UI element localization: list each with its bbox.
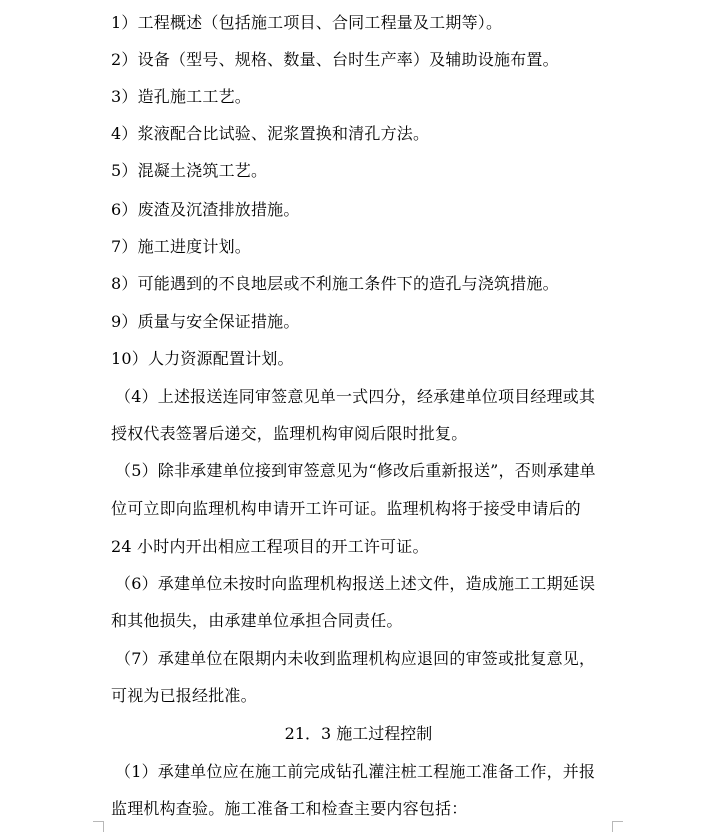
list-item-8: 8）可能遇到的不良地层或不利施工条件下的造孔与浇筑措施。 — [111, 274, 559, 293]
paragraph-5-line-2: 位可立即向监理机构申请开工许可证。监理机构将于接受申请后的 — [111, 499, 581, 518]
paragraph-6-line-2: 和其他损失，由承建单位承担合同责任。 — [111, 611, 403, 630]
list-item-2: 2）设备（型号、规格、数量、台时生产率）及辅助设施布置。 — [111, 50, 559, 69]
list-item-7: 7）施工进度计划。 — [111, 237, 251, 256]
page-corner-mark-left — [93, 821, 104, 832]
paragraph-1-line-2: 监理机构查验。施工准备工和检查主要内容包括： — [111, 799, 468, 818]
paragraph-6-line-1: （6）承建单位未按时向监理机构报送上述文件，造成施工工期延误 — [115, 574, 596, 593]
paragraph-5-line-1: （5）除非承建单位接到审签意见为“修改后重新报送”，否则承建单 — [115, 461, 596, 480]
list-item-6: 6）废渣及沉渣排放措施。 — [111, 200, 300, 219]
paragraph-4-line-2: 授权代表签署后递交，监理机构审阅后限时批复。 — [111, 424, 468, 443]
section-heading: 21．3 施工过程控制 — [284, 724, 433, 743]
paragraph-7-line-1: （7）承建单位在限期内未收到监理机构应退回的审签或批复意见， — [115, 649, 596, 668]
list-item-4: 4）浆液配合比试验、泥浆置换和清孔方法。 — [111, 124, 430, 143]
paragraph-1-line-1: （1）承建单位应在施工前完成钻孔灌注桩工程施工准备工作，并报 — [115, 762, 596, 781]
paragraph-7-line-2: 可视为已报经批准。 — [111, 686, 257, 705]
paragraph-5-line-3: 24 小时内开出相应工程项目的开工许可证。 — [111, 537, 429, 556]
list-item-5: 5）混凝土浇筑工艺。 — [111, 161, 268, 180]
list-item-1: 1）工程概述（包括施工项目、合同工程量及工期等）。 — [111, 13, 503, 32]
list-item-10: 10）人力资源配置计划。 — [111, 349, 294, 368]
list-item-3: 3）造孔施工工艺。 — [111, 87, 251, 106]
paragraph-4-line-1: （4）上述报送连同审签意见单一式四分，经承建单位项目经理或其 — [115, 387, 596, 406]
page-corner-mark-right — [612, 821, 623, 832]
list-item-9: 9）质量与安全保证措施。 — [111, 312, 300, 331]
